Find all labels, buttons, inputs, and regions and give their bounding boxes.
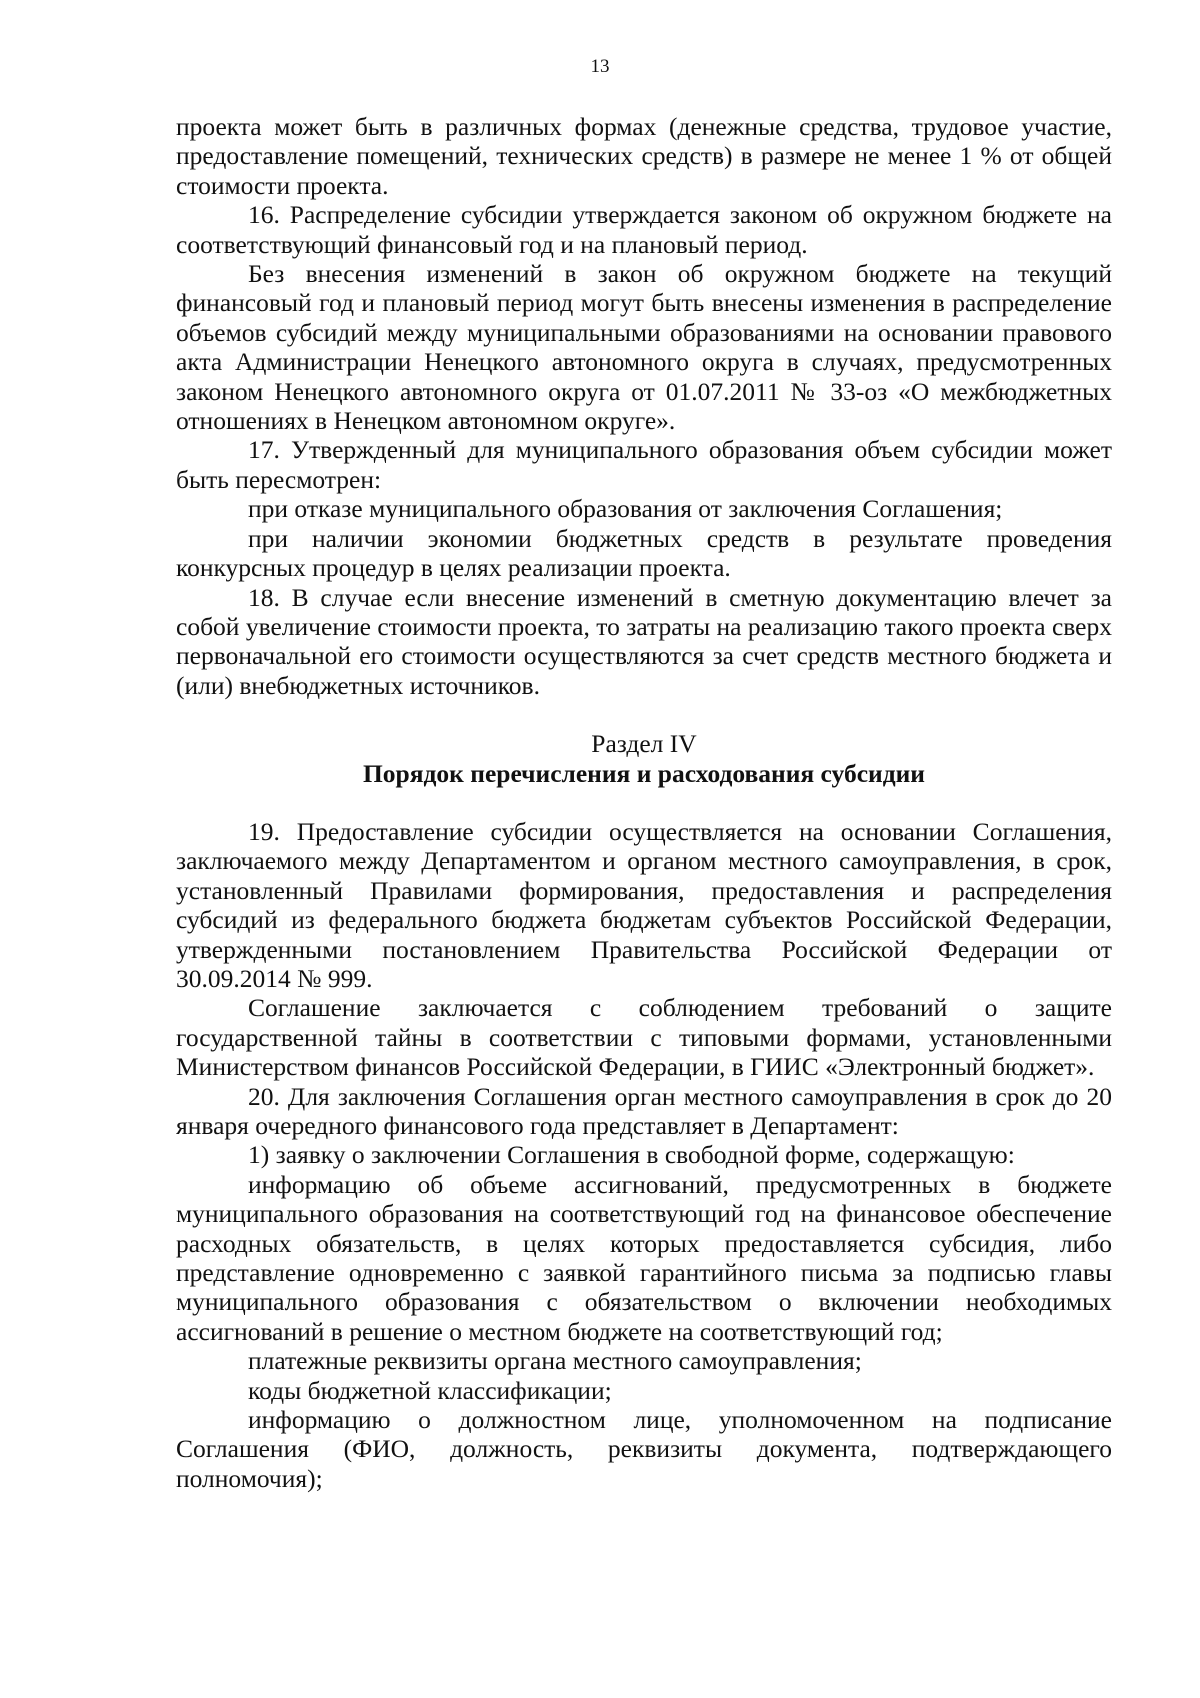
paragraph-20-item-payment-details: платежные реквизиты органа местного самоуправления; xyxy=(248,1346,862,1376)
paragraph-19-agreement: Соглашение заключается с соблюдением требований о защите государственной тайны в соответствии с типовыми формами, установленными Министерством финансов Российской Федерации, в ГИИС «Электронный бюджет». xyxy=(176,993,1112,1082)
paragraph-17-item-savings: при наличии экономии бюджетных средств в результате проведения конкурсных процедур в целях реализации проекта. xyxy=(176,523,1112,583)
paragraph-18: 18. В случае если внесение изменений в сметную документацию влечет за собой увеличение стоимости проекта, то затраты на реализацию такого проекта сверх первоначальной его стоимости осуществляются за счет средств местного бюджета и (или) внебюджетных источников. xyxy=(176,582,1112,700)
paragraph-20: 20. Для заключения Соглашения орган местного самоуправления в срок до 20 января очередного финансового года представляет в Департамент: xyxy=(176,1081,1112,1140)
paragraph-20-item-budget-codes: коды бюджетной классификации; xyxy=(248,1375,612,1405)
paragraph-19: 19. Предоставление субсидии осуществляется на основании Соглашения, заключаемого между Департаментом и органом местного самоуправления, в срок, установленный Правилами формирования, предоставления и распределения субсидий из федерального бюджета бюджетам субъектов Российской Федерации, утвержденными постановлением Правительства Российской Федерации от 30.09.2014 № 999. xyxy=(176,816,1112,993)
paragraph-20-item-official: информацию о должностном лице, уполномоченном на подписание Соглашения (ФИО, должность, реквизиты документа, подтверждающего полномочия); xyxy=(176,1405,1112,1493)
section-title: Порядок перечисления и расходования субсидии xyxy=(362,758,926,788)
section-spacer xyxy=(176,788,1112,817)
section-heading xyxy=(176,729,1112,788)
paragraph-20-item-appropriations: информацию об объеме ассигнований, предусмотренных в бюджете муниципального образования на соответствующий год на финансовое обеспечение расходных обязательств, в целях которых предоставляется субсидия, либо представление одновременно с заявкой гарантийного письма за подписью главы муниципального образования с обязательством о включении необходимых ассигнований в решение о местном бюджете на соответствующий год; xyxy=(176,1169,1112,1346)
paragraph-16: 16. Распределение субсидии утверждается законом об окружном бюджете на соответствующий финансовый год и на плановый период. xyxy=(176,200,1112,259)
paragraph-continuation: проекта может быть в различных формах (денежные средства, трудовое участие, предоставление помещений, технических средств) в размере не менее 1 % от общей стоимости проекта. xyxy=(176,112,1112,200)
page-number: 13 xyxy=(590,56,610,77)
section-number: Раздел IV xyxy=(591,729,697,759)
paragraph-17: 17. Утвержденный для муниципального образования объем субсидии может быть пересмотрен: xyxy=(176,435,1112,494)
paragraph-17-item-refusal: при отказе муниципального образования от заключения Соглашения; xyxy=(248,494,1003,524)
paragraph-20-item-1: 1) заявку о заключении Соглашения в свободной форме, содержащую: xyxy=(248,1140,1015,1170)
paragraph-16-redistribution: Без внесения изменений в закон об окружном бюджете на текущий финансовый год и плановый период могут быть внесены изменения в распределение объемов субсидий между муниципальными образованиями на основании правового акта Администрации Ненецкого автономного округа в случаях, предусмотренных законом Ненецкого автономного округа от 01.07.2011 № 33-оз «О межбюджетных отношениях в Ненецком автономном округе». xyxy=(176,259,1112,436)
document-body xyxy=(176,112,1112,1493)
